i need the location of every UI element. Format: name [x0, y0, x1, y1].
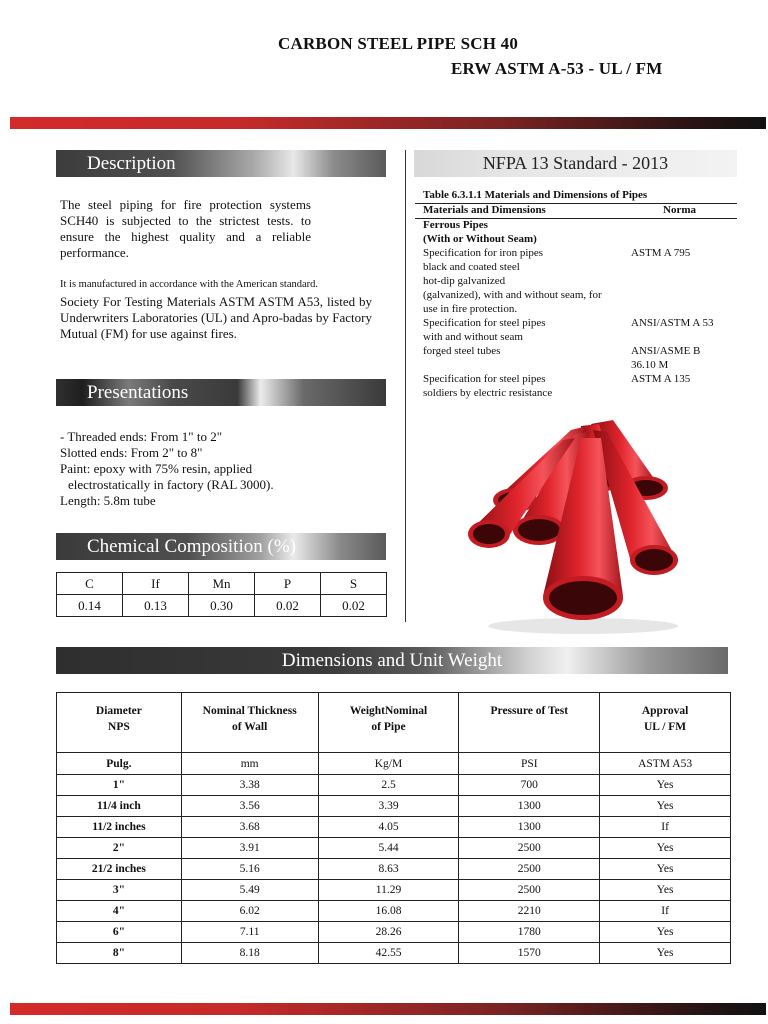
table-cell: 3.68	[181, 817, 318, 838]
table-cell: If	[600, 901, 731, 922]
footer-divider-bar	[10, 1003, 766, 1015]
table-cell: 2500	[459, 859, 600, 880]
table-cell: Yes	[600, 880, 731, 901]
nfpa-row	[423, 302, 517, 316]
table-cell: 5.49	[181, 880, 318, 901]
table-cell: 3.56	[181, 796, 318, 817]
red-pipes-image	[463, 420, 693, 635]
nfpa-material-text: with and without seam	[423, 331, 523, 343]
table-cell: 4.05	[318, 817, 459, 838]
nfpa-row	[423, 232, 537, 246]
dimensions-table	[56, 692, 731, 964]
table-row	[57, 943, 731, 964]
nfpa-row	[423, 260, 520, 274]
table-cell: 1"	[57, 775, 182, 796]
nfpa-material-text: forged steel tubes	[423, 345, 501, 357]
table-cell: 7.11	[181, 922, 318, 943]
nfpa-material-text: Specification for steel pipes	[423, 317, 546, 329]
nfpa-row	[423, 218, 488, 232]
presentations-line: - Threaded ends: From 1" to 2"	[60, 429, 223, 444]
table-cell: 3.38	[181, 775, 318, 796]
nfpa-material-text: hot-dip galvanized	[423, 275, 506, 287]
nfpa-material-text: black and coated steel	[423, 261, 520, 273]
nfpa-norma-text: ASTM A 135	[631, 373, 691, 385]
units-cell: mm	[181, 753, 318, 775]
table-row	[57, 796, 731, 817]
table-cell: 2"	[57, 838, 182, 859]
nfpa-heading: NFPA 13 Standard - 2013	[414, 150, 737, 177]
table-cell: 21/2 inches	[57, 859, 182, 880]
table-row	[57, 817, 731, 838]
presentations-heading: Presentations	[56, 379, 386, 406]
table-cell: 6.02	[181, 901, 318, 922]
table-row	[57, 922, 731, 943]
nfpa-norma-text: 36.10 M	[631, 359, 669, 371]
table-cell: 8.63	[318, 859, 459, 880]
nfpa-material-text: Ferrous Pipes	[423, 219, 488, 231]
chem-value-cell: 0.14	[57, 595, 123, 617]
description-standard-paragraph: Society For Testing Materials ASTM ASTM A53, listed by Underwriters Laboratories (UL) and Apro-badas by Factory Mutual (FM) for use against fires.	[60, 294, 372, 341]
table-cell: 42.55	[318, 943, 459, 964]
nfpa-row	[423, 330, 523, 344]
table-cell: 2500	[459, 838, 600, 859]
presentations-line: Length: 5.8m tube	[60, 493, 156, 508]
nfpa-row	[423, 316, 546, 330]
header-test-pressure: Pressure of Test	[459, 693, 600, 753]
chem-header-cell: P	[255, 573, 321, 595]
presentations-line: electrostatically in factory (RAL 3000).	[68, 477, 274, 492]
table-cell: 1300	[459, 796, 600, 817]
nfpa-material-text: Specification for steel pipes	[423, 373, 546, 385]
table-cell: 700	[459, 775, 600, 796]
table-row	[57, 838, 731, 859]
nfpa-col-norma: Norma	[663, 204, 696, 216]
chem-value-cell: 0.13	[123, 595, 189, 617]
header-weight: WeightNominal of Pipe	[318, 693, 459, 753]
table-cell: 1300	[459, 817, 600, 838]
table-row	[57, 880, 731, 901]
chem-header-cell: If	[123, 573, 189, 595]
units-cell: ASTM A53	[600, 753, 731, 775]
table-cell: Yes	[600, 796, 731, 817]
table-cell: 8"	[57, 943, 182, 964]
nfpa-table-header	[415, 203, 737, 219]
column-divider	[405, 150, 406, 622]
table-cell: 4"	[57, 901, 182, 922]
nfpa-col-materials: Materials and Dimensions	[423, 204, 546, 216]
chem-value-cell: 0.02	[321, 595, 387, 617]
units-cell: Kg/M	[318, 753, 459, 775]
table-cell: 3.39	[318, 796, 459, 817]
chemical-composition-heading: Chemical Composition (%)	[56, 533, 386, 560]
units-cell: PSI	[459, 753, 600, 775]
chem-value-cell: 0.02	[255, 595, 321, 617]
table-cell: Yes	[600, 838, 731, 859]
table-cell: If	[600, 817, 731, 838]
table-cell: 11/4 inch	[57, 796, 182, 817]
table-row	[57, 901, 731, 922]
nfpa-norma-text: ANSI/ASTM A 53	[631, 317, 714, 329]
table-cell: 2500	[459, 880, 600, 901]
page-title-line1: CARBON STEEL PIPE SCH 40	[278, 34, 519, 53]
nfpa-row	[423, 344, 500, 358]
page-title-line2: ERW ASTM A-53 - UL / FM	[451, 59, 663, 78]
table-row	[57, 859, 731, 880]
table-row	[57, 573, 387, 595]
table-cell: 6"	[57, 922, 182, 943]
table-header-row	[57, 693, 731, 753]
nfpa-material-text: (With or Without Seam)	[423, 233, 537, 245]
nfpa-row	[423, 386, 552, 400]
chem-header-cell: Mn	[189, 573, 255, 595]
presentations-list	[60, 429, 380, 509]
description-paragraph: The steel piping for fire protection systems SCH40 is subjected to the strictest tests. to ensure the highest quality and a reliable performance.	[60, 197, 311, 260]
units-cell: Pulg.	[57, 753, 182, 775]
nfpa-material-text: soldiers by electric resistance	[423, 387, 553, 399]
chem-header-cell: C	[57, 573, 123, 595]
chem-header-cell: S	[321, 573, 387, 595]
nfpa-material-text: Specification for iron pipes	[423, 247, 544, 259]
nfpa-material-text: (galvanized), with and without seam, for	[423, 289, 602, 301]
table-cell: 5.44	[318, 838, 459, 859]
table-cell: 8.18	[181, 943, 318, 964]
nfpa-row	[423, 246, 543, 260]
nfpa-row	[423, 274, 505, 288]
header-approval: Approval UL / FM	[600, 693, 731, 753]
nfpa-row	[423, 372, 546, 386]
table-cell: 11/2 inches	[57, 817, 182, 838]
table-cell: 1780	[459, 922, 600, 943]
table-cell: Yes	[600, 943, 731, 964]
description-note: It is manufactured in accordance with the American standard.	[60, 279, 319, 290]
table-row	[57, 775, 731, 796]
table-cell: Yes	[600, 775, 731, 796]
presentations-line: Paint: epoxy with 75% resin, applied	[60, 461, 253, 476]
description-heading: Description	[56, 150, 386, 177]
table-cell: 1570	[459, 943, 600, 964]
table-units-row	[57, 753, 731, 775]
nfpa-material-text: use in fire protection.	[423, 303, 518, 315]
nfpa-table-title: Table 6.3.1.1 Materials and Dimensions of Pipes	[423, 189, 648, 201]
table-cell: Yes	[600, 922, 731, 943]
table-cell: Yes	[600, 859, 731, 880]
nfpa-row	[423, 288, 602, 302]
table-cell: 5.16	[181, 859, 318, 880]
table-cell: 3.91	[181, 838, 318, 859]
table-cell: 11.29	[318, 880, 459, 901]
header-wall-thickness: Nominal Thickness of Wall	[181, 693, 318, 753]
nfpa-norma-text: ASTM A 795	[631, 247, 691, 259]
nfpa-norma-text: ANSI/ASME B	[631, 345, 701, 357]
table-cell: 3"	[57, 880, 182, 901]
table-row	[57, 595, 387, 617]
dimensions-heading: Dimensions and Unit Weight	[56, 647, 728, 674]
table-cell: 2210	[459, 901, 600, 922]
chem-value-cell: 0.30	[189, 595, 255, 617]
dimensions-table-body	[57, 753, 731, 964]
header-diameter: Diameter NPS	[57, 693, 182, 753]
header-divider-bar	[10, 117, 766, 129]
table-cell: 28.26	[318, 922, 459, 943]
chemical-composition-table	[56, 572, 387, 617]
presentations-line: Slotted ends: From 2" to 8"	[60, 445, 203, 460]
table-cell: 16.08	[318, 901, 459, 922]
table-cell: 2.5	[318, 775, 459, 796]
